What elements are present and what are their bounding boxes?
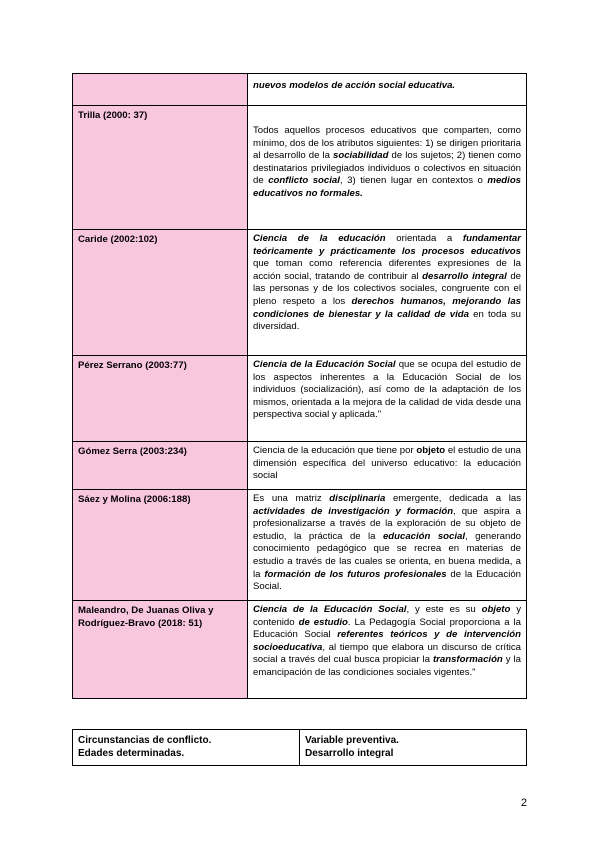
emphasis-text: Ciencia de la Educación Social <box>253 604 407 615</box>
summary-row <box>73 730 527 766</box>
emphasis-text: Ciencia de la Educación Social <box>253 359 396 370</box>
definition-text: y la emancipación de las condiciones sociales vigentes." <box>253 654 521 678</box>
emphasis-text: de estudio <box>298 616 348 628</box>
definition-cell <box>248 601 527 699</box>
summary-right-line2: Desarrollo integral <box>305 747 394 759</box>
emphasis-text: educación social <box>382 530 466 542</box>
definition-text: , que aspira a profesionalizarse a través de la exploración de su objeto de estudio, la práctica de la <box>253 505 521 542</box>
definition-text: Ciencia de la educación que tiene por <box>253 445 417 456</box>
definitions-table <box>72 73 527 699</box>
definition-text: , generando conocimiento pedagógico que se recrea en materias de estudio a través de las cuales se orienta, en buena medida, a la <box>253 530 521 580</box>
definition-text: orientada a <box>385 233 463 244</box>
definition-text: , 3) tienen lugar en contextos o <box>339 175 488 187</box>
author-cell: Trilla (2000: 37) <box>73 106 248 230</box>
table-row <box>73 442 527 490</box>
definition-cell <box>248 356 527 442</box>
definition-text: que se ocupa del estudio de los aspectos inherentes a la Educación Social de los individuos (socialización), así como de la adaptación de los mismos, orientada a la mejora de la calidad de vida desde una perspectiva social y aplicada." <box>253 359 521 421</box>
definition-text: Todos aquellos procesos educativos que comparten, como mínimo, dos de los atributos siguientes: 1) se dirigen prioritaria al desarrollo de la <box>253 125 521 162</box>
definition-text: emergente, dedicada a las <box>385 493 521 504</box>
table-row <box>73 356 527 442</box>
summary-left-cell <box>73 730 300 766</box>
definition-text: en toda su diversidad. <box>253 308 521 333</box>
emphasis-text: Ciencia de la educación <box>253 233 386 244</box>
definition-text: el estudio de una dimensión específica del universo educativo: la educación social <box>253 445 521 482</box>
emphasis-text: disciplinaria <box>329 493 386 504</box>
emphasis-text: fundamentar teóricamente y prácticamente los procesos educativos <box>253 233 521 257</box>
author-cell: Gómez Serra (2003:234) <box>73 442 248 490</box>
definition-cell <box>248 106 527 230</box>
author-cell: Maleandro, De Juanas Oliva y Rodríguez-Bravo (2018: 51) <box>73 601 248 699</box>
emphasis-text: conflicto social <box>268 175 340 187</box>
emphasis-text: transformación <box>432 654 503 666</box>
author-cell: Caride (2002:102) <box>73 230 248 356</box>
table-row <box>73 74 527 106</box>
emphasis-text: referentes teóricos y de intervención socioeducativa <box>253 629 522 653</box>
table-row <box>73 230 527 356</box>
definition-text: , y este es su <box>406 604 482 615</box>
page-number: 2 <box>520 797 527 809</box>
emphasis-text: medios educativos no formales. <box>253 175 522 199</box>
definition-text: Es una matriz <box>253 493 330 504</box>
table-row <box>73 601 527 699</box>
emphasis-text: actividades de investigación y formación <box>253 505 454 517</box>
summary-left-line2: Edades determinadas. <box>78 747 185 759</box>
author-cell: Sáez y Molina (2006:188) <box>73 490 248 601</box>
definition-text: , al tiempo que elabora un discurso de crítica social a través del cual busca propiciar la <box>253 641 521 666</box>
definition-cell <box>248 490 527 601</box>
summary-right-cell <box>300 730 527 766</box>
definition-text: de la Educación Social. <box>253 568 521 593</box>
definition-cell <box>248 74 527 106</box>
summary-right-line1: Variable preventiva. <box>305 735 399 746</box>
emphasis-text: nuevos modelos de acción social educativa. <box>253 80 456 91</box>
definition-cell <box>248 230 527 356</box>
summary-table <box>72 729 527 766</box>
table-row <box>73 106 527 230</box>
definition-text: . La Pedagogía Social proporciona a la Educación Social <box>253 616 521 641</box>
emphasis-text: desarrollo integral <box>422 270 507 282</box>
definition-text: y contenido <box>253 604 521 628</box>
author-cell: Pérez Serrano (2003:77) <box>73 356 248 442</box>
table-row <box>73 490 527 601</box>
definition-text: que toman como referencia diferentes expresiones de la acción social, tratando de contribuir al <box>253 258 521 282</box>
definition-text: de las personas y de los colectivos sociales, congruente con el pleno respeto a los <box>253 270 522 307</box>
emphasis-text: objeto <box>481 604 511 615</box>
emphasis-text: sociabilidad <box>333 150 389 162</box>
emphasis-text: formación de los futuros profesionales <box>264 568 447 580</box>
definition-cell <box>248 442 527 490</box>
definition-text: de los sujetos; 2) tienen como destinatarios privilegiados individuos o colectivos en situación de <box>253 150 521 187</box>
emphasis-text: objeto <box>416 445 446 456</box>
author-cell <box>73 74 248 106</box>
summary-left-line1: Circunstancias de conflicto. <box>78 735 212 746</box>
emphasis-text: derechos humanos, mejorando las condiciones de bienestar y la calidad de vida <box>253 295 521 320</box>
